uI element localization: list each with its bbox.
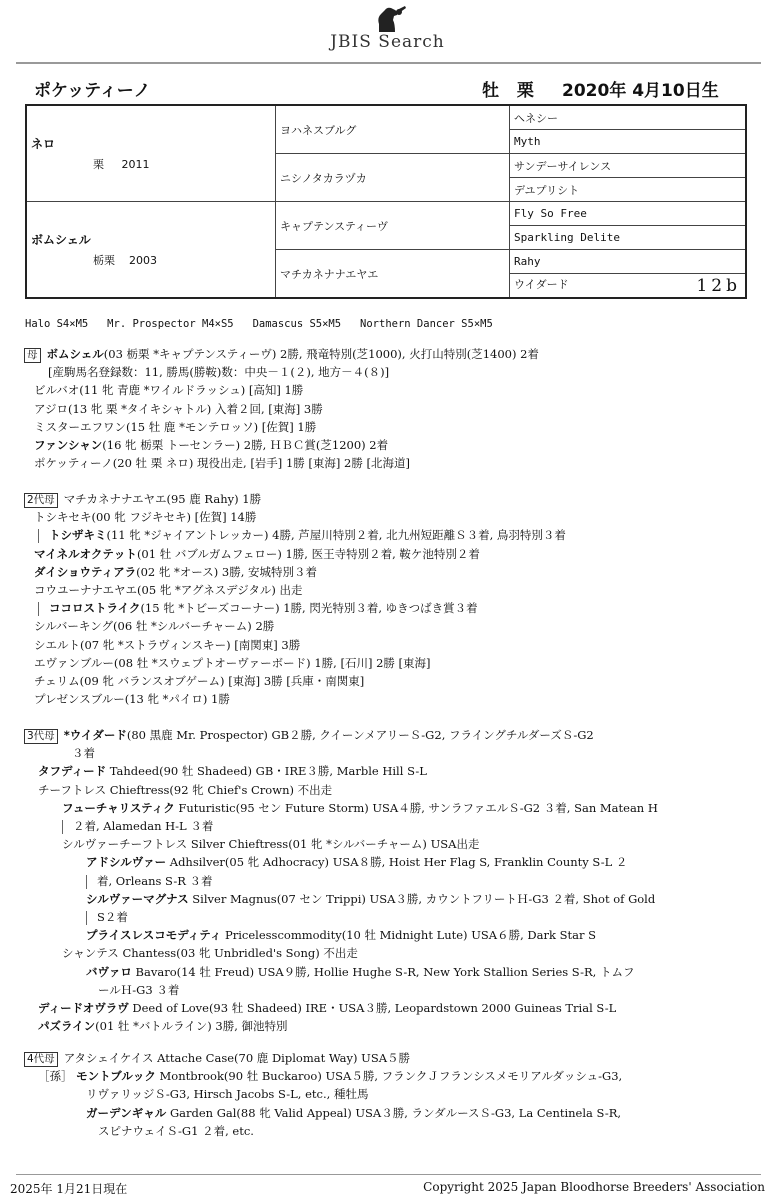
list-item: アジロ(13 牝 栗 *タイキシャトル) 入着２回, [東海] 3勝: [34, 401, 323, 416]
record-text: ールＨ-G3 ３着: [98, 982, 180, 997]
dam-dam[interactable]: マチカネナナエヤエ: [276, 250, 510, 299]
horse-name: ポケッティーノ: [34, 81, 151, 101]
horse-link[interactable]: ココロストライク: [49, 601, 141, 616]
horse-link[interactable]: フューチャリスティク: [62, 800, 175, 815]
produce-summary: [産駒馬名登録数：11, 勝馬(勝鞍)数：中央－１(２), 地方－４(８)]: [48, 365, 390, 380]
g3-5[interactable]: Sparkling Delite: [510, 226, 747, 250]
horse-link[interactable]: ガーデンギャル: [86, 1105, 167, 1120]
sire-dam[interactable]: ニシノタカラヅカ: [276, 154, 510, 202]
horse-link[interactable]: ファンシャン: [34, 438, 103, 453]
pedigree-table: [25, 104, 747, 299]
g3-3[interactable]: デユプリシト: [510, 178, 747, 202]
g3-4[interactable]: Fly So Free: [510, 202, 747, 226]
sire-sire[interactable]: ヨハネスブルグ: [276, 105, 510, 154]
record-text: (15 牝 *トビーズコーナー) 1勝, 閃光特別３着, ゆきつばき賞３着: [140, 601, 478, 616]
footer-divider: [16, 1174, 761, 1175]
grandchild-label: ［孫］: [38, 1069, 73, 1084]
section-fourth-dam: [24, 1049, 764, 1140]
list-item: シャンテス Chantess(03 牝 Unbridled's Song) 不出走: [62, 946, 358, 961]
list-item: トシキセキ(00 牝 フジキセキ) [佐賀] 14勝: [34, 510, 257, 525]
record-text: Montbrook(90 牡 Buckaroo) USA５勝, フランクＪフランシスメモリアルダッシュ-G3,: [159, 1069, 623, 1084]
dam-cell: [26, 202, 276, 299]
g3-0[interactable]: ヘネシー: [510, 105, 747, 130]
section-tag: 3代母: [24, 729, 58, 744]
list-item: シルヴァーチーフトレス Silver Chieftress(01 牝 *シルバーチャーム) USA出走: [62, 837, 480, 852]
list-item: シルバーキング(06 牡 *シルバーチャーム) 2勝: [34, 619, 275, 634]
g3-6[interactable]: Rahy: [510, 250, 747, 274]
dam-year: 2003: [129, 254, 157, 267]
record-text: (01 牡 バブルガムフェロー) 1勝, 医王寺特別２着, 鞍ケ池特別２着: [136, 546, 480, 561]
horse-link[interactable]: ダイショウティアラ: [34, 564, 137, 579]
horse-title: [34, 76, 754, 102]
record-text: マチカネナナエヤエ(95 鹿 Rahy) 1勝: [63, 492, 262, 506]
sire-year: 2011: [121, 158, 150, 171]
list-item: エヴァンブルー(08 牡 *スウェプトオーヴァーボード) 1勝, [石川] 2勝 [東海]: [34, 655, 431, 670]
horse-link[interactable]: トシザキミ: [49, 528, 107, 543]
record-text: Futuristic(95 セン Future Storm) USA４勝, サンラファエルＳ-G2 ３着, San Matean H: [178, 800, 658, 815]
list-item: ビルバオ(11 牝 青鹿 *ワイルドラッシュ) [高知] 1勝: [34, 383, 304, 398]
list-item: ポケッティーノ(20 牡 栗 ネロ) 現役出走, [岩手] 1勝 [東海] 2勝 [北海道]: [34, 456, 410, 471]
dam-sire[interactable]: キャプテンスティーヴ: [276, 202, 510, 250]
record-text: Pricelesscommodity(10 牡 Midnight Lute) USA６勝, Dark Star S: [225, 928, 596, 943]
record-text: Bavaro(14 牡 Freud) USA９勝, Hollie Hughe S-R, New York Stallion Series S-R, トムフ: [135, 964, 635, 979]
g3-7-cell: [510, 274, 747, 299]
section-dam: [24, 345, 764, 472]
g3-1[interactable]: Myth: [510, 130, 747, 154]
record-text: Silver Magnus(07 セン Trippi) USA３勝, カウントフリートＨ-G3 ２着, Shot of Gold: [192, 891, 656, 906]
record-text: 着, Orleans S-R ３着: [97, 873, 213, 888]
record-text: Tahdeed(90 牡 Shadeed) GB・IRE３勝, Marble Hill S-L: [109, 764, 427, 779]
record-text: Garden Gal(88 牝 Valid Appeal) USA３勝, ランダルースＳ-G3, La Centinela S-R,: [169, 1105, 622, 1120]
as-of-date: 2025年 1月21日現在: [10, 1182, 128, 1196]
horse-link[interactable]: アドシルヴァー: [86, 855, 167, 870]
horse-link[interactable]: タフディード: [38, 764, 107, 779]
section-tag: 2代母: [24, 493, 58, 508]
record-text: S２着: [97, 910, 128, 925]
record-text: ３着: [72, 746, 95, 761]
record-text: (11 牝 *ジャイアントレッカー) 4勝, 芦屋川特別２着, 北九州短距離Ｓ３着, 鳥羽特別３着: [106, 528, 566, 543]
list-item: チェリム(09 牝 バランスオブゲーム) [東海] 3勝 [兵庫・南関東]: [34, 674, 365, 689]
inbreeding-line: Halo S4×M5 Mr. Prospector M4×S5 Damascus S5×M5 Northern Dancer S5×M5: [25, 318, 493, 330]
record-text: (03 栃栗 *キャプテンスティーヴ) 2勝, 飛竜特別(芝1000), 火打山特別(芝1400) 2着: [103, 347, 539, 361]
logo-text: JBIS Search: [330, 32, 445, 52]
horse-sex-color: 牡 栗: [482, 81, 540, 101]
g3-7[interactable]: ウイダード: [514, 277, 569, 291]
record-text: (16 牝 栃栗 トーセンラー) 2勝, ＨＢＣ賞(芝1200) 2着: [102, 438, 389, 453]
horse-link[interactable]: バヴァロ: [86, 964, 132, 979]
list-item: ミスターエフワン(15 牡 鹿 *モンテロッソ) [佐賀] 1勝: [34, 419, 317, 434]
horse-knight-icon: [365, 6, 411, 32]
list-item: プレゼンスブルー(13 牝 *パイロ) 1勝: [34, 692, 230, 707]
sire-color: 栗: [93, 158, 104, 171]
record-text: (01 牡 *バトルライン) 3勝, 御池特別: [95, 1019, 288, 1034]
record-text: スピナウェイＳ-G1 ２着, etc.: [98, 1123, 254, 1138]
sire-cell: [26, 105, 276, 202]
header-divider: [16, 62, 761, 64]
record-text: アタシェイケイス Attache Case(70 鹿 Diplomat Way) USA５勝: [63, 1051, 411, 1065]
horse-link[interactable]: シルヴァーマグナス: [86, 891, 189, 906]
g3-2[interactable]: サンデーサイレンス: [510, 154, 747, 178]
horse-link[interactable]: ディードオヴラヴ: [38, 1001, 129, 1016]
dam-link[interactable]: ボムシェル: [46, 347, 104, 361]
horse-link[interactable]: *ウイダード: [63, 728, 127, 742]
horse-link[interactable]: パズライン: [38, 1019, 96, 1034]
sire-name[interactable]: ネロ: [31, 137, 56, 151]
dam-name[interactable]: ボムシェル: [31, 233, 91, 247]
section-tag: 4代母: [24, 1052, 58, 1067]
horse-link[interactable]: モントブルック: [76, 1069, 156, 1084]
horse-link[interactable]: マイネルオクテット: [34, 546, 137, 561]
jbis-logo[interactable]: [0, 6, 775, 56]
record-text: ２着, Alamedan H-L ３着: [73, 819, 214, 834]
horse-birth: 2020年 4月10日生: [562, 81, 719, 101]
section-third-dam: [24, 726, 764, 1035]
section-second-dam: [24, 490, 764, 708]
record-text: Adhsilver(05 牝 Adhocracy) USA８勝, Hoist Her Flag S, Franklin County S-L ２: [169, 855, 628, 870]
section-tag: 母: [24, 348, 41, 363]
horse-link[interactable]: プライスレスコモディティ: [86, 928, 222, 943]
record-text: リヴァリッジＳ-G3, Hirsch Jacobs S-L, etc., 種牡馬: [86, 1087, 369, 1102]
list-item: シエルト(07 牝 *ストラヴィンスキー) [南関東] 3勝: [34, 637, 301, 652]
record-text: (80 黒鹿 Mr. Prospector) GB２勝, クイーンメアリーＳ-G2, フライングチルダーズＳ-G2: [126, 728, 594, 742]
list-item: チーフトレス Chieftress(92 牝 Chief's Crown) 不出走: [38, 782, 333, 797]
record-text: (02 牝 *オース) 3勝, 安城特別３着: [136, 564, 317, 579]
record-text: Deed of Love(93 牡 Shadeed) IRE・USA３勝, Leopardstown 2000 Guineas Trial S-L: [132, 1001, 617, 1016]
family-number: 12b: [696, 275, 741, 296]
dam-color: 栃栗: [93, 254, 115, 267]
copyright: Copyright 2025 Japan Bloodhorse Breeders' Association: [423, 1180, 765, 1194]
list-item: コウユーナナエヤエ(05 牝 *アグネスデジタル) 出走: [34, 583, 303, 598]
